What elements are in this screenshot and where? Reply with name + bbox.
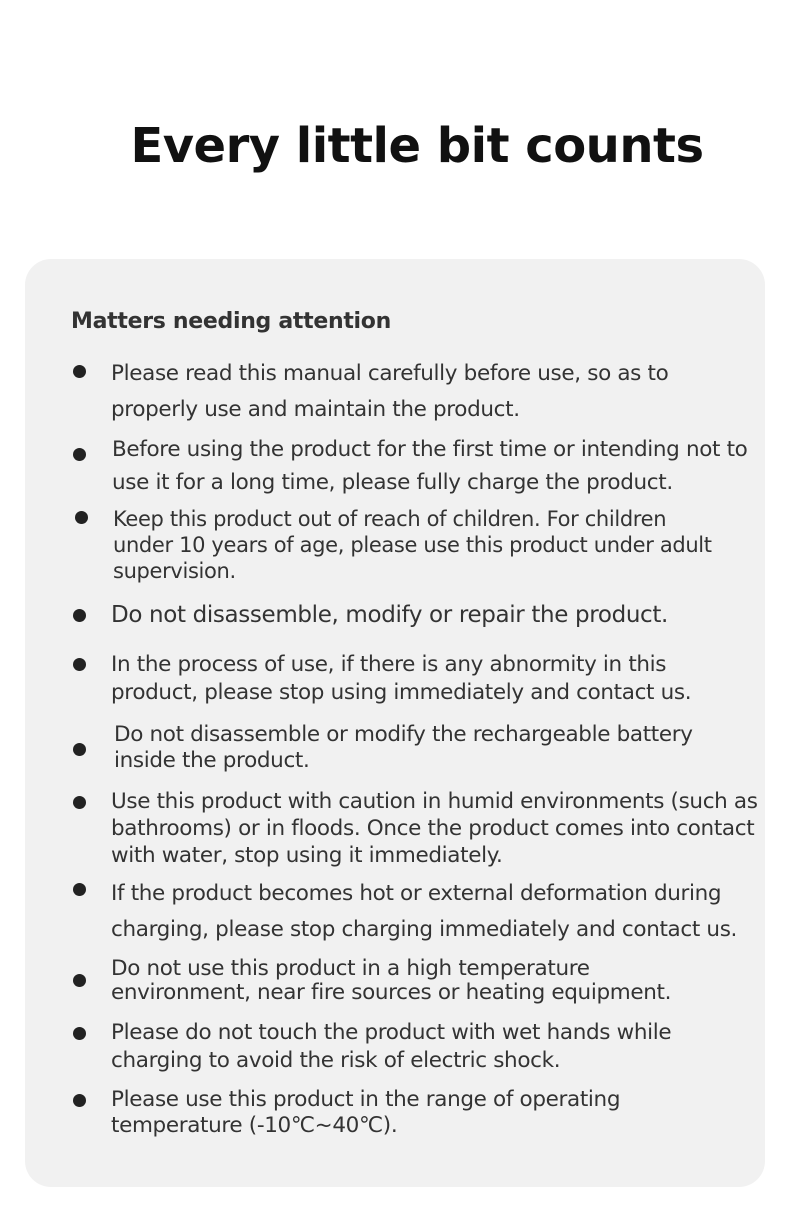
list-item-text <box>111 600 668 630</box>
list-item-line: product, please stop using immediately and contact us. <box>111 680 692 705</box>
bullet-icon <box>73 1027 86 1040</box>
list-item-line: Please read this manual carefully before use, so as to <box>111 361 669 386</box>
list-item-line: under 10 years of age, please use this product under adult <box>113 533 712 557</box>
list-item-line: Do not use this product in a high temperature <box>111 956 590 981</box>
list-item-line: bathrooms) or in floods. Once the product comes into contact <box>111 816 755 841</box>
bullet-icon <box>73 609 86 622</box>
list-item-line: Please do not touch the product with wet hands while <box>111 1020 672 1045</box>
list-item-text <box>111 876 737 948</box>
list-item-text <box>111 356 668 428</box>
list-item-line: inside the product. <box>114 748 310 773</box>
bullet-icon <box>73 796 86 809</box>
list-item-line: use it for a long time, please fully charge the product. <box>112 470 673 495</box>
list-item-line: Before using the product for the first time or intending not to <box>112 437 748 462</box>
list-item-line: Do not disassemble, modify or repair the product. <box>111 602 668 628</box>
bullet-icon <box>75 511 88 524</box>
page-title: Every little bit counts <box>130 118 704 174</box>
bullet-icon <box>73 658 86 671</box>
list-item-text <box>113 506 712 584</box>
list-item-text <box>111 1087 620 1139</box>
list-item-line: charging to avoid the risk of electric shock. <box>111 1048 561 1073</box>
list-item-line: If the product becomes hot or external deformation during <box>111 881 722 906</box>
bullet-icon <box>73 448 86 461</box>
bullet-icon <box>73 743 86 756</box>
bullet-icon <box>73 365 86 378</box>
bullet-icon <box>73 1094 86 1107</box>
list-item-line: Please use this product in the range of operating <box>111 1087 621 1112</box>
list-item-line: supervision. <box>113 559 236 583</box>
section-heading: Matters needing attention <box>71 309 391 334</box>
bullet-icon <box>73 883 86 896</box>
list-item-line: charging, please stop charging immediately and contact us. <box>111 917 738 942</box>
list-item-text <box>112 433 747 499</box>
list-item-text <box>111 788 758 869</box>
list-item-line: Do not disassemble or modify the rechargeable battery <box>114 722 693 747</box>
list-item-line: with water, stop using it immediately. <box>111 843 503 868</box>
list-item-line: In the process of use, if there is any abnormity in this <box>111 652 667 677</box>
list-item-text <box>114 722 693 774</box>
list-item-text <box>111 1019 671 1075</box>
list-item-line: temperature (-10℃~40℃). <box>111 1113 398 1138</box>
list-item-text <box>111 651 691 707</box>
bullet-icon <box>73 974 86 987</box>
list-item-line: properly use and maintain the product. <box>111 397 520 422</box>
list-item-line: environment, near fire sources or heating equipment. <box>111 980 672 1005</box>
list-item-line: Use this product with caution in humid environments (such as <box>111 789 758 814</box>
list-item-text <box>111 957 671 1005</box>
list-item-line: Keep this product out of reach of children. For children <box>113 507 667 531</box>
